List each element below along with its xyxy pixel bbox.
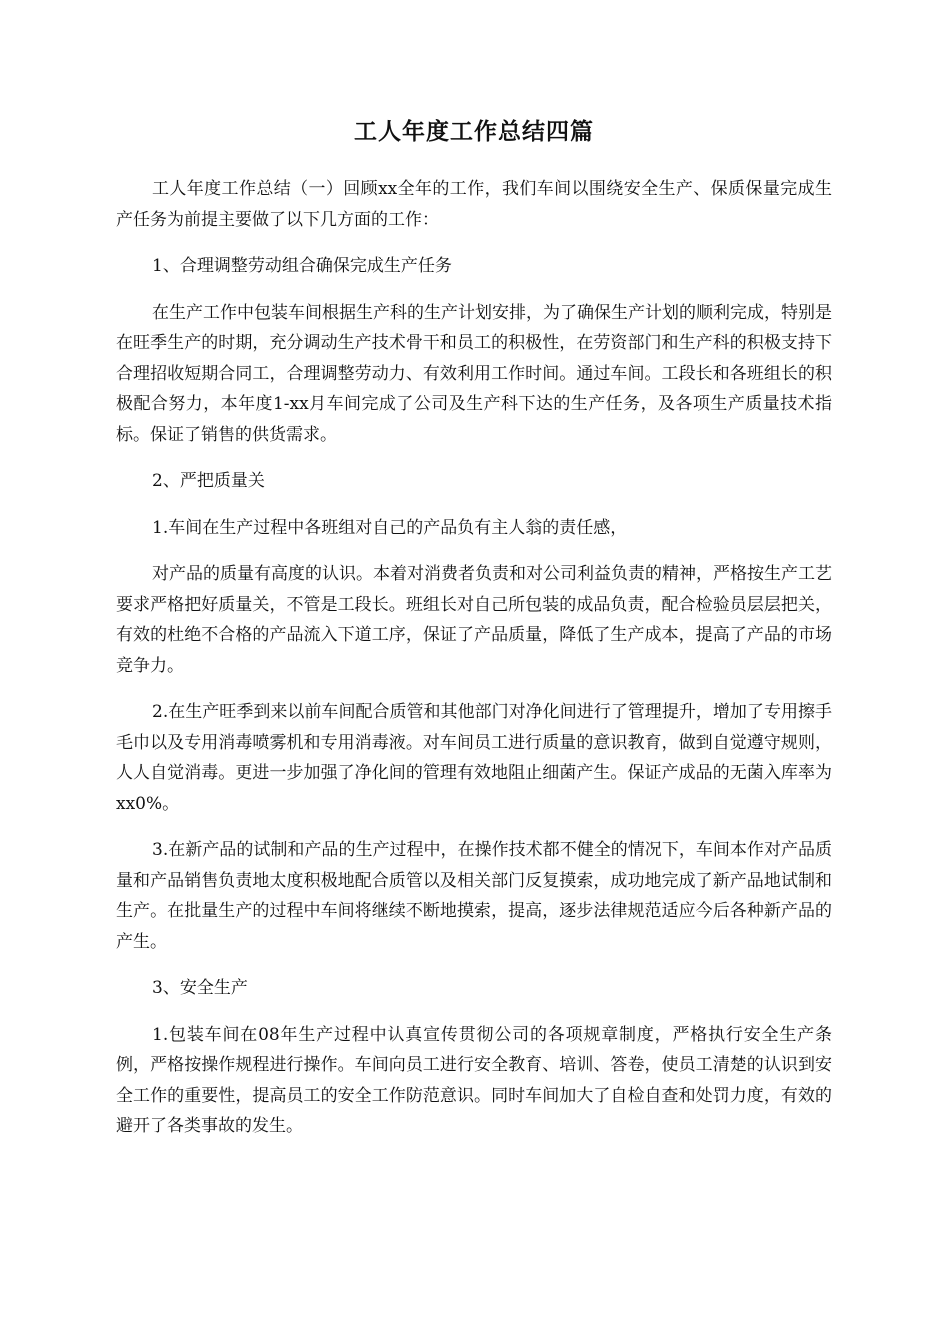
section-heading-2: 2、严把质量关 <box>152 471 265 491</box>
paragraph-safety-1: 1.包装车间在08年生产过程中认真宣传贯彻公司的各项规章制度，严格执行安全生产条例，严格按操作规程进行操作。车间向员工进行安全教育、培训、答卷，使员工清楚的认识到安全工作的重要性，提高员工的安全工作防范意识。同时车间加大了自检自查和处罚力度，有效的避开了各类事故的发生。 <box>116 1024 832 1136</box>
document-page <box>116 112 832 1158</box>
paragraph-quality-2: 2.在生产旺季到来以前车间配合质管和其他部门对净化间进行了管理提升，增加了专用擦手毛巾以及专用消毒喷雾机和专用消毒液。对车间员工进行质量的意识教育，做到自觉遵守规则，人人自觉消毒。更进一步加强了净化间的管理有效地阻止细菌产生。保证产成品的无菌入库率为xx0%。 <box>116 702 832 814</box>
document-title: 工人年度工作总结四篇 <box>354 119 594 145</box>
paragraph-intro: 工人年度工作总结（一）回顾xx全年的工作，我们车间以围绕安全生产、保质保量完成生产任务为前提主要做了以下几方面的工作： <box>116 179 832 230</box>
section-heading-1: 1、合理调整劳动组合确保完成生产任务 <box>152 256 452 276</box>
section-heading-3: 3、安全生产 <box>152 978 248 998</box>
paragraph-quality-3: 3.在新产品的试制和产品的生产过程中，在操作技术都不健全的情况下，车间本作对产品质量和产品销售负责地太度积极地配合质管以及相关部门反复摸索，成功地完成了新产品地试制和生产。在批量生产的过程中车间将继续不断地摸索，提高，逐步法律规范适应今后各种新产品的产生。 <box>116 840 832 952</box>
paragraph-production-tasks: 在生产工作中包装车间根据生产科的生产计划安排，为了确保生产计划的顺利完成，特别是在旺季生产的时期，充分调动生产技术骨干和员工的积极性，在劳资部门和生产科的积极支持下合理招收短期合同工，合理调整劳动力、有效利用工作时间。通过车间。工段长和各班组长的积极配合努力，本年度1-xx月车间完成了公司及生产科下达的生产任务，及各项生产质量技术指标。保证了销售的供货需求。 <box>116 302 832 445</box>
paragraph-quality-1b: 对产品的质量有高度的认识。本着对消费者负责和对公司利益负责的精神，严格按生产工艺要求严格把好质量关，不管是工段长。班组长对自己所包装的成品负责，配合检验员层层把关，有效的杜绝不合格的产品流入下道工序，保证了产品质量，降低了生产成本，提高了产品的市场竞争力。 <box>116 564 832 676</box>
paragraph-quality-1a: 1.车间在生产过程中各班组对自己的产品负有主人翁的责任感， <box>152 517 628 538</box>
